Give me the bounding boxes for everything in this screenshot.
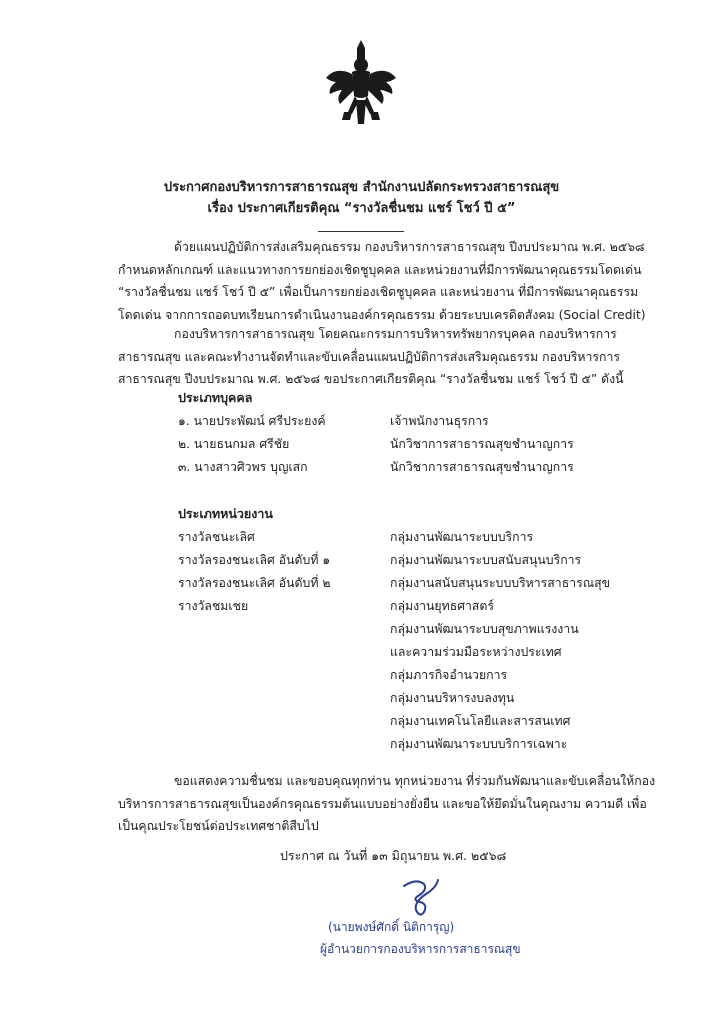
paragraph-announcement: กองบริหารการสาธารณสุข โดยคณะกรรมการบริหารทรัพยากรบุคคล กองบริหารการสาธารณสุข และคณะทำงานจัดทำและขับเคลื่อนแผนปฏิบัติการส่งเสริมคุณธรรม กองบริหารการสาธารณสุข ปีงบประมาณ พ.ศ. ๒๕๖๘ ขอประกาศเกียรติคุณ “รางวัลชื่นชม แชร์ โชว์ ปี ๕” ดังนี้ xyxy=(118,327,624,386)
section-units-heading: ประเภทหน่วยงาน xyxy=(178,506,273,521)
unit-group: กลุ่มงานพัฒนาระบบสุขภาพแรงงาน xyxy=(390,622,579,636)
announcement-subject: เรื่อง ประกาศเกียรติคุณ “รางวัลชื่นชม แชร์ โชว์ ปี ๕” xyxy=(207,201,516,216)
unit-group: กลุ่มงานพัฒนาระบบสนับสนุนบริการ xyxy=(390,553,582,567)
announcement-date: ประกาศ ณ วันที่ ๑๓ มิถุนายน พ.ศ. ๒๕๖๘ xyxy=(280,848,507,863)
individual-name: ๓. นางสาวศิวพร บุญเสก xyxy=(178,460,308,474)
unit-group: กลุ่มงานยุทธศาสตร์ xyxy=(390,599,495,613)
individual-name: ๒. นายธนกมล ศรีชัย xyxy=(178,437,290,451)
individual-name: ๑. นายประพัฒน์ ศรีประยงค์ xyxy=(178,414,326,428)
unit-group: กลุ่มงานเทคโนโลยีและสารสนเทศ xyxy=(390,714,571,728)
garuda-emblem-icon xyxy=(322,38,400,130)
award-label: รางวัลรองชนะเลิศ อันดับที่ ๒ xyxy=(178,576,331,590)
individual-position: นักวิชาการสาธารณสุขชำนาญการ xyxy=(390,437,574,451)
award-label: รางวัลชมเชย xyxy=(178,599,249,613)
signature-icon xyxy=(398,876,444,920)
unit-group: และความร่วมมือระหว่างประเทศ xyxy=(390,645,562,659)
signatory-position: ผู้อำนวยการกองบริหารการสาธารณสุข xyxy=(320,942,521,956)
unit-group: กลุ่มงานสนับสนุนระบบบริหารสาธารณสุข xyxy=(390,576,611,590)
paragraph-closing: ขอแสดงความชื่นชม และขอบคุณทุกท่าน ทุกหน่วยงาน ที่ร่วมกันพัฒนาและขับเคลื่อนให้กองบริหารการสาธารณสุขเป็นองค์กรคุณธรรมต้นแบบอย่างยั่งยืน และขอให้ยึดมั่นในคุณงาม ความดี เพื่อเป็นคุณประโยชน์ต่อประเทศชาติสืบไป xyxy=(118,774,656,833)
unit-group: กลุ่มงานพัฒนาระบบบริการเฉพาะ xyxy=(390,737,568,751)
award-label: รางวัลรองชนะเลิศ อันดับที่ ๑ xyxy=(178,553,331,567)
title-divider xyxy=(318,231,404,232)
unit-group: กลุ่มภารกิจอำนวยการ xyxy=(390,668,508,682)
signatory-name: (นายพงษ์ศักดิ์ นิติการุญ) xyxy=(328,920,455,934)
unit-group: กลุ่มงานบริหารงบลงทุน xyxy=(390,691,515,705)
paragraph-intro: ด้วยแผนปฏิบัติการส่งเสริมคุณธรรม กองบริหารการสาธารณสุข ปีงบประมาณ พ.ศ. ๒๕๖๘ กำหนดหลักเกณฑ์ และแนวทางการยกย่องเชิดชูบุคคล และหน่วยงานที่มีการพัฒนาคุณธรรมโดดเด่น “รางวัลชื่นชม แชร์ โชว์ ปี ๕” เพื่อเป็นการยกย่องเชิดชูบุคคล และหน่วยงาน ที่มีการพัฒนาคุณธรรมโดดเด่น จากการถอดบทเรียนการดำเนินงานองค์กรคุณธรรม ด้วยระบบเครดิตสังคม (Social Credit) xyxy=(118,240,646,322)
unit-group: กลุ่มงานพัฒนาระบบบริการ xyxy=(390,530,534,544)
award-label: รางวัลชนะเลิศ xyxy=(178,530,255,544)
individual-position: นักวิชาการสาธารณสุขชำนาญการ xyxy=(390,460,574,474)
section-individuals-heading: ประเภทบุคคล xyxy=(178,390,253,405)
announcement-title: ประกาศกองบริหารการสาธารณสุข สำนักงานปลัดกระทรวงสาธารณสุข xyxy=(163,180,560,195)
individual-position: เจ้าพนักงานธุรการ xyxy=(390,414,489,428)
